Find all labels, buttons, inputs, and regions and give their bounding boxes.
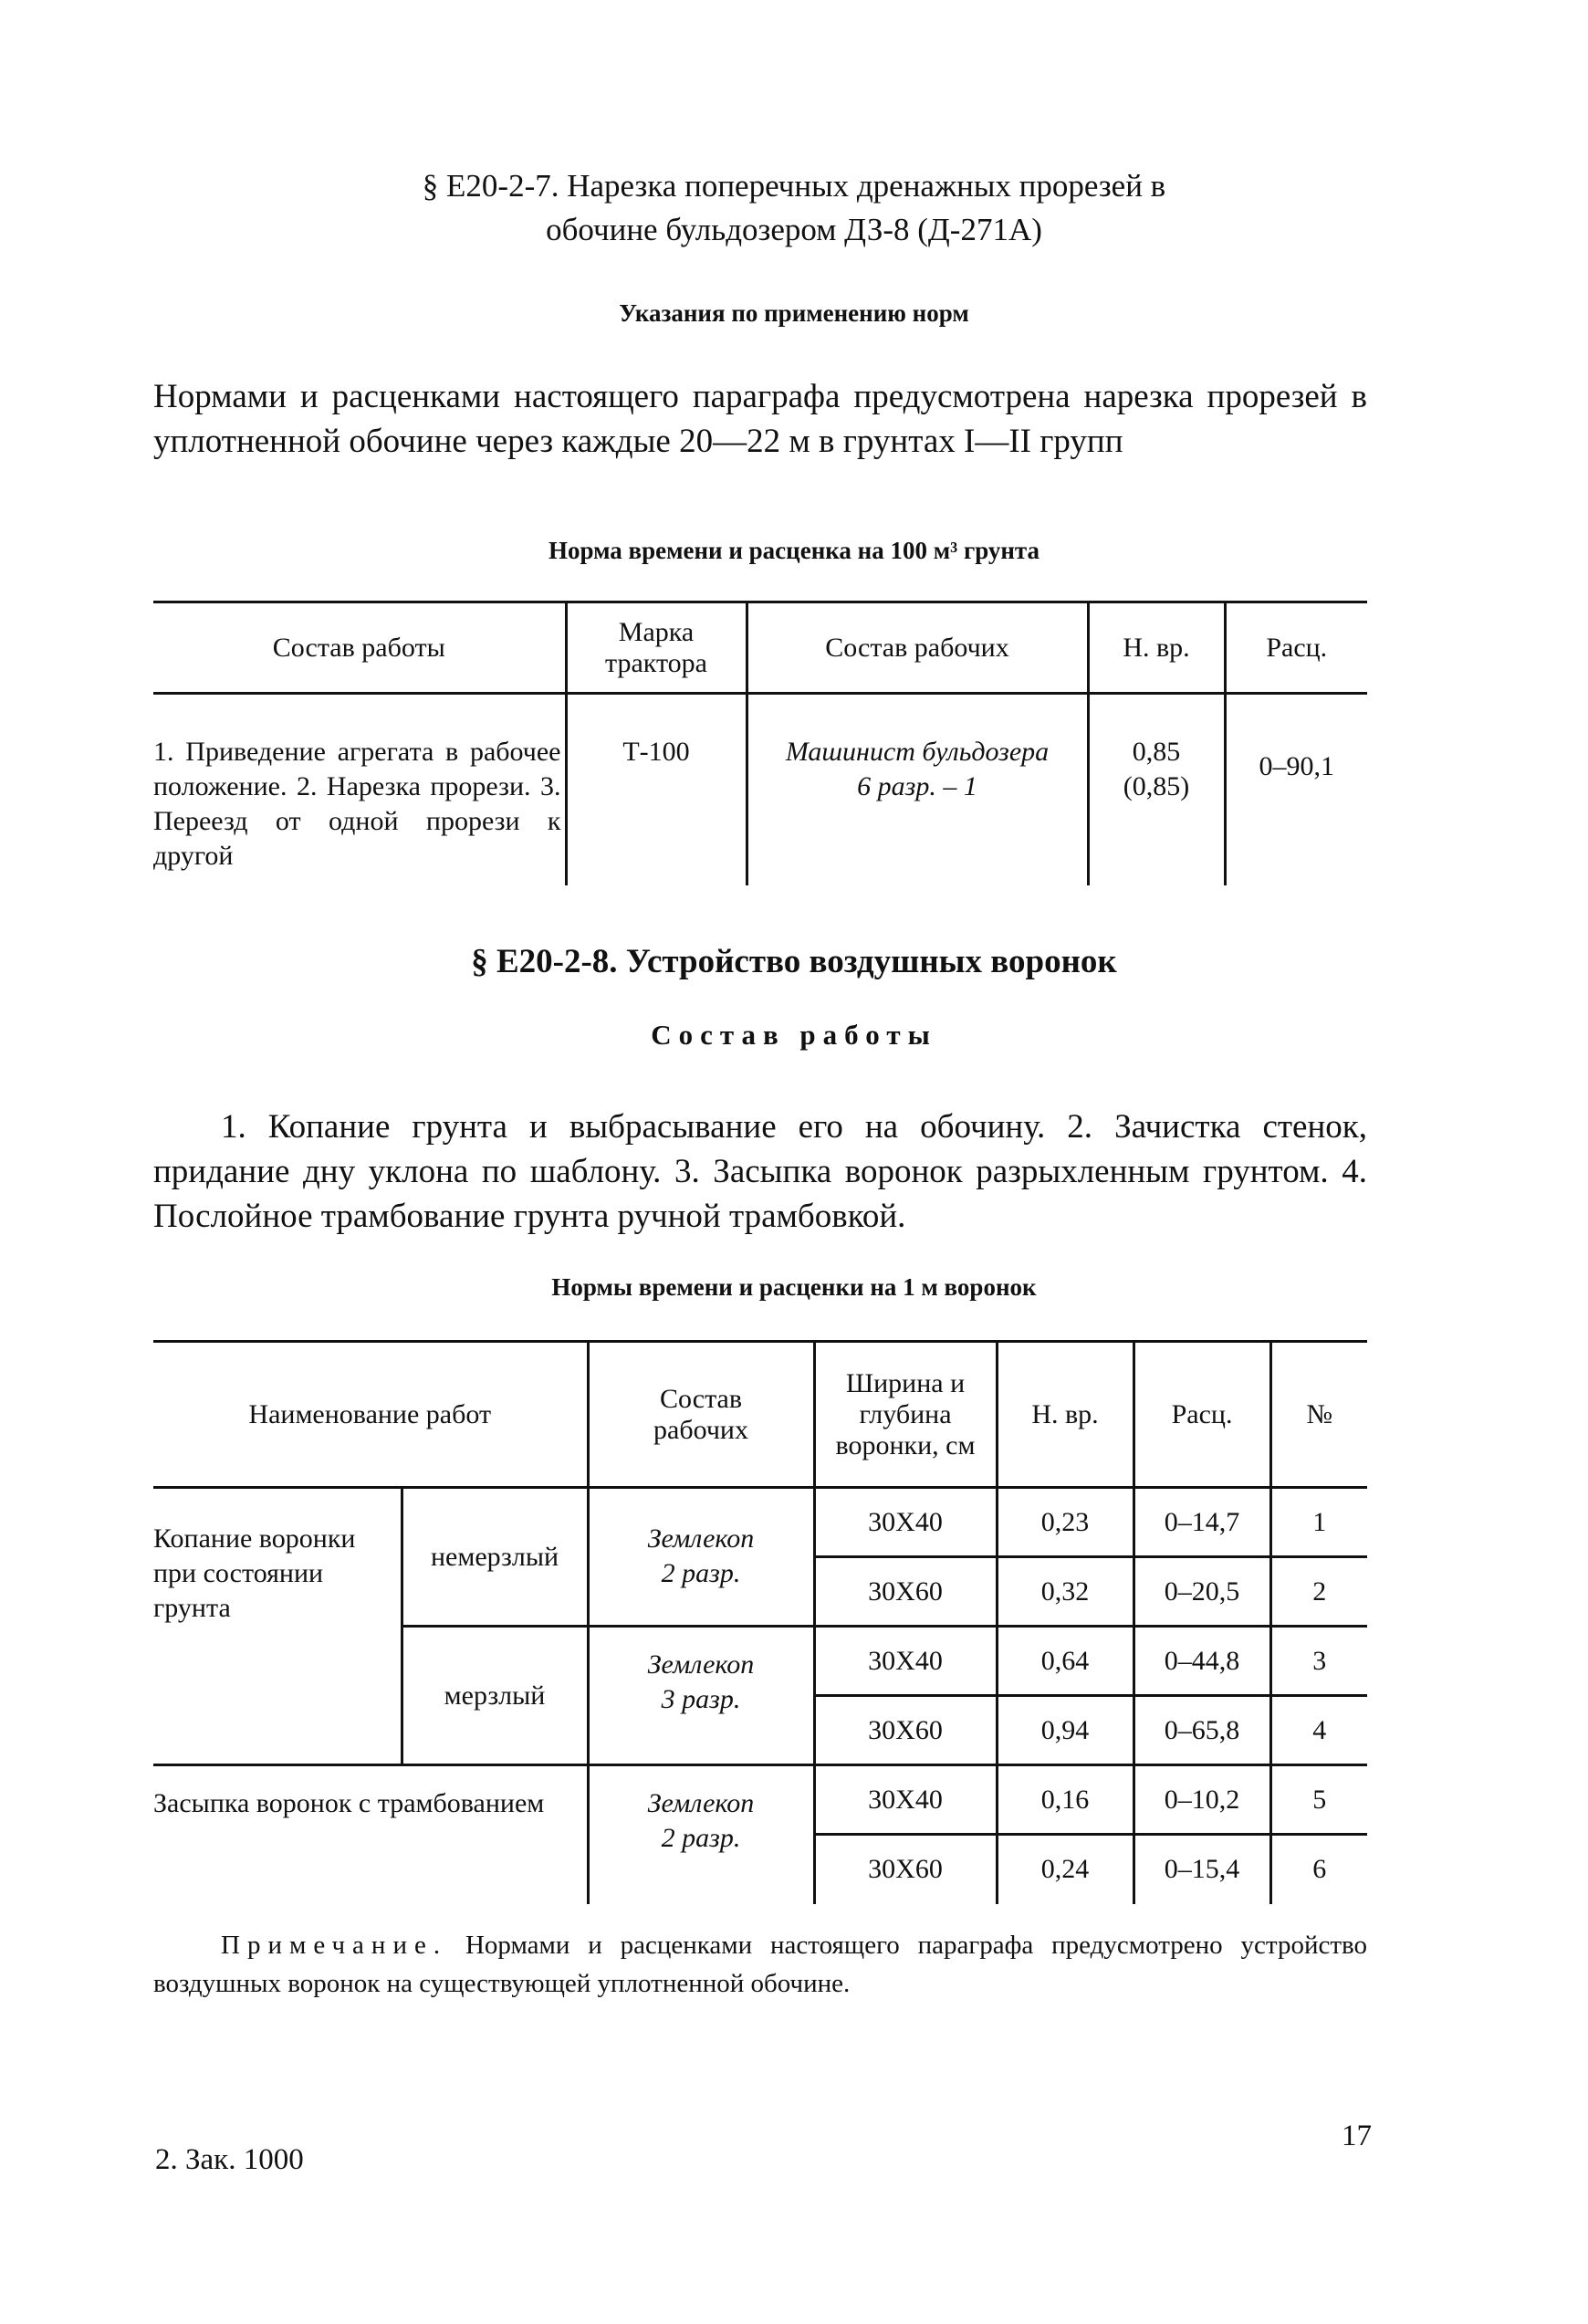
guidance-heading: Указания по применению норм: [619, 299, 969, 327]
norm-cell: 0,64: [997, 1627, 1134, 1696]
norm-cell: 0,94: [997, 1696, 1134, 1765]
size-cell: 30Х60: [814, 1557, 997, 1627]
size-cell: 30Х40: [814, 1488, 997, 1557]
size-cell: 30Х60: [814, 1835, 997, 1904]
size-cell: 30Х40: [814, 1627, 997, 1696]
table1-title: Норма времени и расценка на 100 м³ грунта: [548, 537, 1040, 564]
table2-title: Нормы времени и расценки на 1 м воронок: [551, 1273, 1037, 1301]
note-label: Примечание.: [221, 1931, 448, 1960]
row-number: 3: [1270, 1627, 1367, 1696]
section-title-line-2: обочине бульдозером ДЗ-8 (Д-271А): [546, 212, 1042, 247]
header-size: Ширина и глубина воронки, см: [814, 1342, 997, 1488]
workers-line-2: 3 разр.: [661, 1684, 741, 1714]
table-row: [153, 1765, 1367, 1835]
table-row: [153, 1488, 1367, 1557]
header-rate: Расц.: [1266, 632, 1328, 663]
norms-table-e20-2-8: [153, 1340, 1367, 1904]
frozen-soil-label: мерзлый: [402, 1627, 588, 1765]
unfrozen-workers: [588, 1488, 814, 1627]
row-number: 4: [1270, 1696, 1367, 1765]
row-number: 2: [1270, 1557, 1367, 1627]
size-cell: 30Х40: [814, 1765, 997, 1835]
norm-value: [1088, 694, 1225, 885]
section-e20-2-8-title: § Е20-2-8. Устройство воздушных воронок: [471, 943, 1117, 980]
work-description: 1. Приведение агрегата в рабочее положение. 2. Нарезка прорези. 3. Переезд от одной прорези к другой: [153, 694, 566, 885]
header-workers: Состав рабочих: [588, 1342, 814, 1488]
rate-cell: 0–15,4: [1134, 1835, 1270, 1904]
note: [153, 1926, 1367, 2003]
norm-cell: 0,23: [997, 1488, 1134, 1557]
norm-cell: 0,16: [997, 1765, 1134, 1835]
unfrozen-soil-label: немерзлый: [402, 1488, 588, 1627]
header-workers: Состав рабочих: [747, 602, 1088, 694]
size-cell: 30Х60: [814, 1696, 997, 1765]
tractor-brand: Т-100: [566, 694, 747, 885]
rate-value: 0–90,1: [1259, 751, 1334, 781]
header-number: №: [1306, 1398, 1333, 1429]
header-tractor: Марка трактора: [566, 602, 747, 694]
rate-cell: 0–14,7: [1134, 1488, 1270, 1557]
section-e20-2-7-title: [164, 164, 1424, 252]
norm-cell: 0,24: [997, 1835, 1134, 1904]
workers-line-1: Машинист бульдозера: [785, 737, 1050, 767]
work-composition-heading: Состав работы: [651, 1019, 937, 1051]
workers-line-2: 2 разр.: [661, 1558, 741, 1588]
row-number: 1: [1270, 1488, 1367, 1557]
table-row: [153, 694, 1367, 885]
page-number: 17: [1342, 2120, 1372, 2152]
frozen-workers: [588, 1627, 814, 1765]
header-work: Состав работы: [153, 602, 566, 694]
norm-line-2: (0,85): [1123, 771, 1190, 801]
work-composition-text: 1. Копание грунта и выбрасывание его на обочину. 2. Зачистка стенок, придание дну уклона по шаблону. 3. Засыпка воронок разрыхленным грунтом. 4. Послойное трамбование грунта ручной трамбовкой.: [153, 1108, 1367, 1235]
rate-cell: 0–20,5: [1134, 1557, 1270, 1627]
row-number: 6: [1312, 1854, 1327, 1885]
section-title-line-1: § Е20-2-7. Нарезка поперечных дренажных прорезей в: [422, 168, 1166, 204]
rate-cell: 0–10,2: [1134, 1765, 1270, 1835]
norms-table-e20-2-7: [153, 601, 1367, 885]
norm-cell: 0,32: [997, 1557, 1134, 1627]
order-number: 2. Зак. 1000: [155, 2143, 304, 2176]
guidance-text: Нормами и расценками настоящего параграфа предусмотрена нарезка прорезей в уплотненной обочине через каждые 20—22 м в грунтах I—II групп: [153, 378, 1367, 460]
group-backfill-label: Засыпка воронок с трамбованием: [153, 1765, 588, 1904]
header-norm: Н. вр.: [997, 1342, 1134, 1488]
header-rate: Расц.: [1134, 1342, 1270, 1488]
workers-line-1: Землекоп: [647, 1649, 755, 1680]
backfill-workers: [588, 1765, 814, 1904]
workers-line-1: Землекоп: [647, 1788, 755, 1818]
group-excavation-label: Копание воронки при состоянии грунта: [153, 1488, 402, 1765]
workers-line-1: Землекоп: [647, 1523, 755, 1554]
rate-cell: 0–65,8: [1134, 1696, 1270, 1765]
workers-line-2: 6 разр. – 1: [857, 771, 977, 801]
header-norm: Н. вр.: [1088, 602, 1225, 694]
rate-cell: 0–44,8: [1134, 1627, 1270, 1696]
note-text: Нормами и расценками настоящего параграфа предусмотрено устройство воздушных воронок на существующей уплотненной обочине.: [153, 1931, 1368, 1998]
workers-line-2: 2 разр.: [661, 1823, 741, 1853]
workers-composition: [747, 694, 1088, 885]
row-number: 5: [1270, 1765, 1367, 1835]
header-work-name: Наименование работ: [153, 1342, 588, 1488]
norm-line-1: 0,85: [1132, 737, 1181, 767]
